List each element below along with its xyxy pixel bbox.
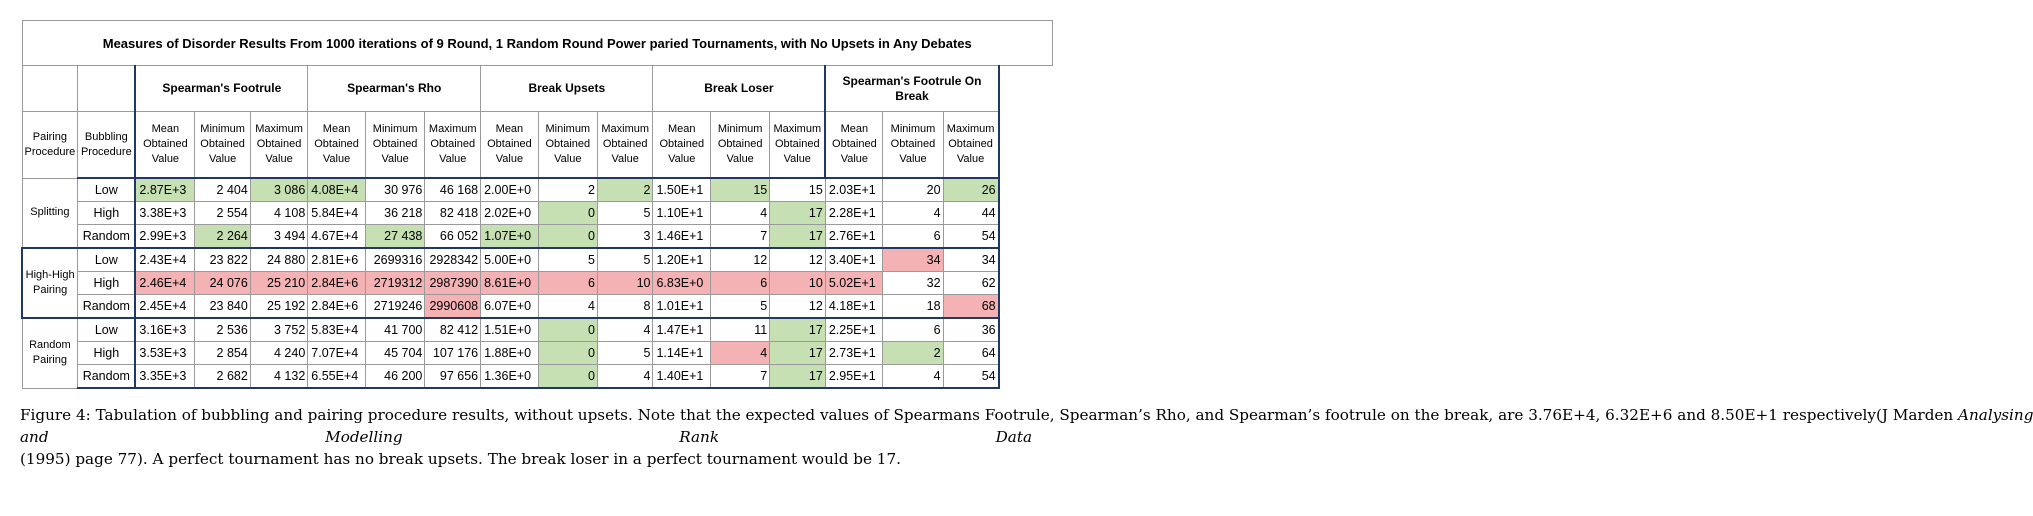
- caption-suffix: (1995) page 77). A perfect tournament has no break upsets. The break loser in a perfect tournament would be 17.: [20, 450, 901, 468]
- results-table: [21, 20, 1053, 389]
- data-cell: 12: [770, 295, 826, 319]
- subheader-cell: Minimum Obtained Value: [883, 112, 943, 179]
- bubbling-label: Low: [78, 248, 136, 272]
- data-cell: 4 240: [250, 342, 307, 365]
- data-cell: 5: [538, 248, 597, 272]
- data-cell: 2.03E+1: [825, 178, 883, 202]
- data-cell: 23 822: [195, 248, 250, 272]
- data-cell: 8: [597, 295, 653, 319]
- subheader-cell: Minimum Obtained Value: [195, 112, 250, 179]
- data-cell: 82 412: [425, 318, 481, 342]
- data-cell: 6: [883, 225, 943, 249]
- data-cell: 2: [883, 342, 943, 365]
- pairing-label: Random Pairing: [22, 318, 78, 388]
- data-cell: 3 494: [250, 225, 307, 249]
- data-cell: 3 752: [250, 318, 307, 342]
- data-cell: 7: [711, 365, 770, 389]
- data-cell: 11: [711, 318, 770, 342]
- data-cell: 5: [597, 202, 653, 225]
- data-cell: 2928342: [425, 248, 481, 272]
- data-cell: 2 536: [195, 318, 250, 342]
- data-cell: 15: [711, 178, 770, 202]
- data-cell: 3.16E+3: [135, 318, 195, 342]
- subheader-cell: Minimum Obtained Value: [365, 112, 425, 179]
- data-cell: 0: [538, 365, 597, 389]
- data-cell: 2 854: [195, 342, 250, 365]
- data-cell: 62: [943, 272, 999, 295]
- data-cell: 1.07E+0: [481, 225, 539, 249]
- data-cell: 6.55E+4: [308, 365, 366, 389]
- data-cell: 46 168: [425, 178, 481, 202]
- data-cell: 8.61E+0: [481, 272, 539, 295]
- data-cell: 30 976: [365, 178, 425, 202]
- data-cell: 25 210: [250, 272, 307, 295]
- data-cell: 4 132: [250, 365, 307, 389]
- data-cell: 3: [597, 225, 653, 249]
- data-cell: 2.84E+6: [308, 272, 366, 295]
- data-cell: 17: [770, 202, 826, 225]
- data-cell: 25 192: [250, 295, 307, 319]
- subheader-cell: Mean Obtained Value: [308, 112, 366, 179]
- data-cell: 17: [770, 365, 826, 389]
- data-cell: 26: [943, 178, 999, 202]
- data-cell: 2.25E+1: [825, 318, 883, 342]
- bubbling-label: Low: [78, 178, 136, 202]
- data-cell: 107 176: [425, 342, 481, 365]
- data-cell: 3.53E+3: [135, 342, 195, 365]
- data-cell: 0: [538, 225, 597, 249]
- data-cell: 1.01E+1: [653, 295, 711, 319]
- data-cell: 2 404: [195, 178, 250, 202]
- data-cell: 1.88E+0: [481, 342, 539, 365]
- data-cell: 2719246: [365, 295, 425, 319]
- caption-book-title: Analysing and Modelling Rank Data: [20, 406, 2033, 446]
- bubbling-label: High: [78, 272, 136, 295]
- data-cell: 1.50E+1: [653, 178, 711, 202]
- data-cell: 23 840: [195, 295, 250, 319]
- data-cell: 2.81E+6: [308, 248, 366, 272]
- data-cell: 2: [538, 178, 597, 202]
- pairing-procedure-header: Pairing Procedure: [22, 112, 78, 179]
- data-cell: 36: [943, 318, 999, 342]
- data-cell: 5.84E+4: [308, 202, 366, 225]
- pairing-label: Splitting: [22, 178, 78, 248]
- data-cell: 2.99E+3: [135, 225, 195, 249]
- header-spacer: [22, 66, 78, 112]
- data-cell: 34: [883, 248, 943, 272]
- bubbling-label: High: [78, 202, 136, 225]
- subheader-cell: Maximum Obtained Value: [250, 112, 307, 179]
- data-cell: 4.67E+4: [308, 225, 366, 249]
- data-cell: 4.08E+4: [308, 178, 366, 202]
- data-cell: 5: [597, 342, 653, 365]
- data-cell: 1.47E+1: [653, 318, 711, 342]
- data-cell: 2990608: [425, 295, 481, 319]
- data-cell: 2.43E+4: [135, 248, 195, 272]
- data-cell: 2 264: [195, 225, 250, 249]
- data-cell: 24 880: [250, 248, 307, 272]
- data-cell: 2 554: [195, 202, 250, 225]
- data-cell: 6: [711, 272, 770, 295]
- data-cell: 17: [770, 318, 826, 342]
- bubbling-label: Random: [78, 295, 136, 319]
- data-cell: 41 700: [365, 318, 425, 342]
- data-cell: 2.76E+1: [825, 225, 883, 249]
- data-cell: 5.02E+1: [825, 272, 883, 295]
- data-cell: 6: [538, 272, 597, 295]
- data-cell: 1.46E+1: [653, 225, 711, 249]
- data-cell: 4: [597, 318, 653, 342]
- data-cell: 68: [943, 295, 999, 319]
- header-spacer: [78, 66, 136, 112]
- subheader-cell: Maximum Obtained Value: [943, 112, 999, 179]
- data-cell: 24 076: [195, 272, 250, 295]
- data-cell: 1.40E+1: [653, 365, 711, 389]
- data-cell: 44: [943, 202, 999, 225]
- data-cell: 2.46E+4: [135, 272, 195, 295]
- data-cell: 0: [538, 342, 597, 365]
- data-cell: 4: [711, 342, 770, 365]
- subheader-cell: Mean Obtained Value: [825, 112, 883, 179]
- metric-group-header: Spearman's Footrule On Break: [825, 66, 998, 112]
- data-cell: 4 108: [250, 202, 307, 225]
- subheader-cell: Mean Obtained Value: [135, 112, 195, 179]
- data-cell: 0: [538, 202, 597, 225]
- metric-group-header: Spearman's Rho: [308, 66, 481, 112]
- metric-group-header: Break Loser: [653, 66, 825, 112]
- data-cell: 6: [883, 318, 943, 342]
- data-cell: 3.38E+3: [135, 202, 195, 225]
- data-cell: 3.35E+3: [135, 365, 195, 389]
- data-cell: 36 218: [365, 202, 425, 225]
- data-cell: 2987390: [425, 272, 481, 295]
- data-cell: 2.87E+3: [135, 178, 195, 202]
- data-cell: 64: [943, 342, 999, 365]
- data-cell: 7: [711, 225, 770, 249]
- data-cell: 2.28E+1: [825, 202, 883, 225]
- bubbling-label: Low: [78, 318, 136, 342]
- figure-caption: [20, 404, 2033, 470]
- bubbling-label: Random: [78, 225, 136, 249]
- metric-group-header: Spearman's Footrule: [135, 66, 307, 112]
- data-cell: 5: [711, 295, 770, 319]
- data-cell: 1.20E+1: [653, 248, 711, 272]
- data-cell: 27 438: [365, 225, 425, 249]
- data-cell: 4.18E+1: [825, 295, 883, 319]
- data-cell: 17: [770, 225, 826, 249]
- data-cell: 2.45E+4: [135, 295, 195, 319]
- data-cell: 0: [538, 318, 597, 342]
- data-cell: 2: [597, 178, 653, 202]
- data-cell: 2.00E+0: [481, 178, 539, 202]
- pairing-label: High-High Pairing: [22, 248, 78, 318]
- data-cell: 34: [943, 248, 999, 272]
- subheader-cell: Minimum Obtained Value: [711, 112, 770, 179]
- data-cell: 2699316: [365, 248, 425, 272]
- subheader-cell: Minimum Obtained Value: [538, 112, 597, 179]
- data-cell: 4: [538, 295, 597, 319]
- data-cell: 66 052: [425, 225, 481, 249]
- data-cell: 2.95E+1: [825, 365, 883, 389]
- data-cell: 12: [770, 248, 826, 272]
- data-cell: 46 200: [365, 365, 425, 389]
- subheader-cell: Maximum Obtained Value: [425, 112, 481, 179]
- data-cell: 18: [883, 295, 943, 319]
- metric-group-header: Break Upsets: [481, 66, 653, 112]
- data-cell: 7.07E+4: [308, 342, 366, 365]
- data-cell: 4: [883, 202, 943, 225]
- data-cell: 1.51E+0: [481, 318, 539, 342]
- bubbling-label: Random: [78, 365, 136, 389]
- data-cell: 20: [883, 178, 943, 202]
- data-cell: 10: [597, 272, 653, 295]
- data-cell: 5.83E+4: [308, 318, 366, 342]
- data-cell: 54: [943, 365, 999, 389]
- data-cell: 1.14E+1: [653, 342, 711, 365]
- caption-prefix: Figure 4: Tabulation of bubbling and pairing procedure results, without upsets. Note that the expected values of Spearmans Footrule, Spearman’s Rho, and Spearman’s footrule on the break, are 3.76E+4, 6.32E+6 and 8.50E+1 respectively(J Marden: [20, 406, 1959, 424]
- table-title: Measures of Disorder Results From 1000 iterations of 9 Round, 1 Random Round Power paried Tournaments, with No Upsets in Any Debates: [22, 21, 1053, 66]
- data-cell: 2.73E+1: [825, 342, 883, 365]
- data-cell: 10: [770, 272, 826, 295]
- data-cell: 5.00E+0: [481, 248, 539, 272]
- data-cell: 32: [883, 272, 943, 295]
- data-cell: 45 704: [365, 342, 425, 365]
- data-cell: 3 086: [250, 178, 307, 202]
- data-cell: 17: [770, 342, 826, 365]
- bubbling-procedure-header: Bubbling Procedure: [78, 112, 136, 179]
- data-cell: 2.84E+6: [308, 295, 366, 319]
- data-cell: 6.83E+0: [653, 272, 711, 295]
- data-cell: 4: [597, 365, 653, 389]
- bubbling-label: High: [78, 342, 136, 365]
- data-cell: 1.36E+0: [481, 365, 539, 389]
- data-cell: 5: [597, 248, 653, 272]
- subheader-cell: Mean Obtained Value: [481, 112, 539, 179]
- data-cell: 1.10E+1: [653, 202, 711, 225]
- data-cell: 4: [883, 365, 943, 389]
- subheader-cell: Mean Obtained Value: [653, 112, 711, 179]
- data-cell: 3.40E+1: [825, 248, 883, 272]
- data-cell: 2 682: [195, 365, 250, 389]
- subheader-cell: Maximum Obtained Value: [597, 112, 653, 179]
- data-cell: 2719312: [365, 272, 425, 295]
- subheader-cell: Maximum Obtained Value: [770, 112, 826, 179]
- data-cell: 4: [711, 202, 770, 225]
- data-cell: 2.02E+0: [481, 202, 539, 225]
- data-cell: 12: [711, 248, 770, 272]
- data-cell: 97 656: [425, 365, 481, 389]
- data-cell: 15: [770, 178, 826, 202]
- data-cell: 82 418: [425, 202, 481, 225]
- data-cell: 6.07E+0: [481, 295, 539, 319]
- data-cell: 54: [943, 225, 999, 249]
